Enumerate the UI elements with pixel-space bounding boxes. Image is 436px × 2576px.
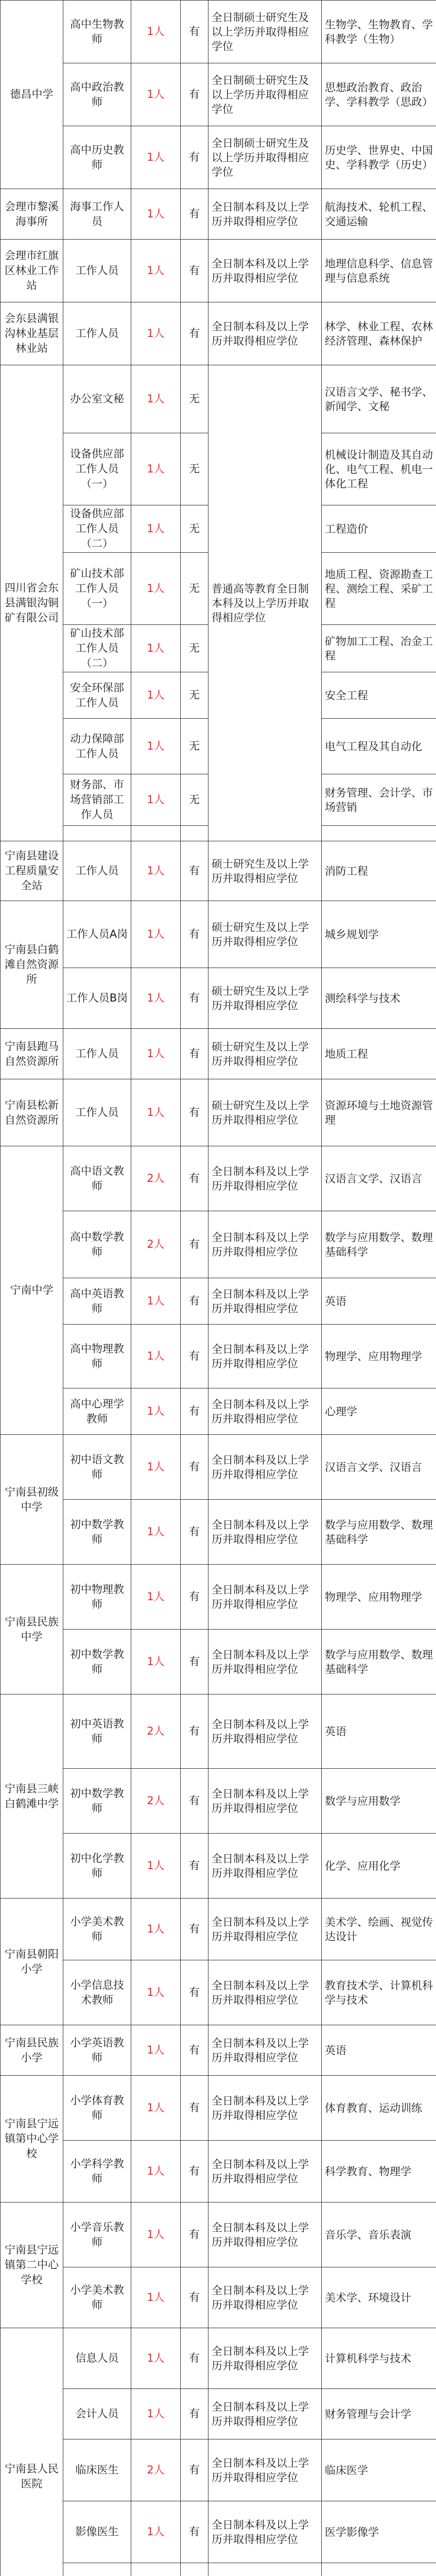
headcount-cell: 2人 [131, 1694, 181, 1769]
written-exam-cell: 无 [181, 505, 208, 553]
recruitment-table-body [1, 1, 436, 2576]
table-row [1, 2141, 436, 2202]
written-exam-cell: 有 [181, 2267, 208, 2328]
written-exam-cell: 有 [181, 1325, 208, 1388]
post-name-cell: 高中语文教师 [63, 1146, 131, 1211]
written-exam-cell: 有 [181, 1565, 208, 1630]
written-exam-cell: 有 [181, 240, 208, 302]
table-row [1, 302, 436, 365]
post-name-cell: 初中化学教师 [63, 1834, 131, 1899]
written-exam-cell: 有 [181, 1029, 208, 1079]
written-exam-cell: 有 [181, 968, 208, 1029]
headcount-cell: 1人 [131, 302, 181, 365]
post-name-cell: 高中历史教师 [63, 126, 131, 189]
written-exam-cell: 无 [181, 365, 208, 433]
headcount-cell: 1人 [131, 553, 181, 625]
education-requirement-cell: 全日制本科及以上学历并取得相应学位 [208, 1211, 322, 1278]
education-requirement-cell: 全日制本科及以上学历并取得相应学位 [208, 1435, 322, 1500]
major-requirement-cell: 美术学、环境设计 [322, 2267, 436, 2328]
headcount-cell: 1人 [131, 126, 181, 189]
major-requirement-cell: 科学教育、物理学 [322, 2141, 436, 2202]
education-requirement-cell: 全日制本科及以上学历并取得相应学位 [208, 2141, 322, 2202]
major-requirement-cell: 历史学、世界史、中国史、学科教学（历史） [322, 126, 436, 189]
unit-name-cell: 宁南县宁远镇第中心学校 [1, 2076, 63, 2202]
major-requirement-cell: 安全工程 [322, 672, 436, 719]
post-name-cell: 设备供应部工作人员（一） [63, 433, 131, 505]
major-requirement-cell: 数学与应用数学、数理基础科学 [322, 1211, 436, 1278]
education-requirement-cell: 硕士研究生及以上学历并取得相应学位 [208, 1079, 322, 1146]
table-row [1, 1769, 436, 1834]
education-requirement-cell: 全日制本科及以上学历并取得相应学位 [208, 1146, 322, 1211]
unit-name-cell: 会理市黎溪海事所 [1, 189, 63, 240]
education-requirement-cell: 全日制硕士研究生及以上学历并取得相应学位 [208, 63, 322, 126]
written-exam-cell: 有 [181, 63, 208, 126]
written-exam-cell: 有 [181, 2389, 208, 2439]
education-requirement-cell: 全日制本科及以上学历并取得相应学位 [208, 2389, 322, 2439]
written-exam-cell: 无 [181, 433, 208, 505]
headcount-cell: 1人 [131, 2328, 181, 2389]
post-name-cell: 工作人员B岗 [63, 968, 131, 1029]
table-row [1, 1834, 436, 1899]
education-requirement-cell: 硕士研究生及以上学历并取得相应学位 [208, 1029, 322, 1079]
major-requirement-cell: 地质工程、资源勘查工程、测绘工程、采矿工程 [322, 553, 436, 625]
table-row [1, 126, 436, 189]
table-row [1, 2076, 436, 2141]
written-exam-cell: 有 [181, 901, 208, 968]
education-requirement-cell: 全日制本科及以上学历并取得相应学位 [208, 1694, 322, 1769]
table-row [1, 1325, 436, 1388]
table-row [1, 1899, 436, 1960]
headcount-cell: 1人 [131, 841, 181, 901]
unit-name-cell: 宁南县建设工程质量安全站 [1, 841, 63, 901]
major-requirement-cell [322, 826, 436, 841]
written-exam-cell: 有 [181, 1211, 208, 1278]
unit-name-cell: 宁南县宁远镇第二中心学校 [1, 2202, 63, 2328]
written-exam-cell: 有 [181, 2439, 208, 2501]
post-name-cell: 影像医生 [63, 2501, 131, 2563]
major-requirement-cell: 美术学、绘画、视觉传达设计 [322, 1899, 436, 1960]
headcount-cell: 2人 [131, 1211, 181, 1278]
headcount-cell: 1人 [131, 365, 181, 433]
post-name-cell: 小学美术教师 [63, 2267, 131, 2328]
table-row [1, 2501, 436, 2563]
headcount-cell: 1人 [131, 1565, 181, 1630]
education-requirement-cell: 全日制本科及以上学历并取得相应学位 [208, 2439, 322, 2501]
table-row [1, 1278, 436, 1325]
written-exam-cell: 有 [181, 1834, 208, 1899]
written-exam-cell: 有 [181, 2328, 208, 2389]
headcount-cell: 2人 [131, 1146, 181, 1211]
written-exam-cell: 有 [181, 1435, 208, 1500]
unit-name-cell: 宁南县白鹤滩自然资源所 [1, 901, 63, 1029]
post-name-cell: 高中英语教师 [63, 1278, 131, 1325]
written-exam-cell: 有 [181, 1500, 208, 1565]
headcount-cell: 1人 [131, 2141, 181, 2202]
education-requirement-cell: 全日制本科及以上学历并取得相应学位 [208, 2202, 322, 2267]
headcount-cell: 1人 [131, 1630, 181, 1694]
post-name-cell: 高中政治教师 [63, 63, 131, 126]
headcount-cell: 1人 [131, 2501, 181, 2563]
post-name-cell: 财务部、市场营销部工作人员 [63, 774, 131, 826]
major-requirement-cell: 教育技术学、计算机科学与技术 [322, 1960, 436, 2025]
table-row [1, 901, 436, 968]
table-row [1, 365, 436, 433]
education-requirement-cell: 硕士研究生及以上学历并取得相应学位 [208, 968, 322, 1029]
major-requirement-cell: 地质工程 [322, 1029, 436, 1079]
major-requirement-cell: 化学、应用化学 [322, 1834, 436, 1899]
written-exam-cell: 无 [181, 625, 208, 672]
written-exam-cell: 有 [181, 126, 208, 189]
education-requirement-cell: 全日制本科及以上学历并取得相应学位 [208, 1960, 322, 2025]
written-exam-cell: 无 [181, 774, 208, 826]
post-name-cell: 工作人员 [63, 1029, 131, 1079]
education-requirement-cell: 全日制硕士研究生及以上学历并取得相应学位 [208, 126, 322, 189]
unit-name-cell: 四川省会东县满银沟铜矿有限公司 [1, 365, 63, 841]
written-exam-cell: 有 [181, 2202, 208, 2267]
headcount-cell: 1人 [131, 968, 181, 1029]
post-name-cell: 工作人员 [63, 302, 131, 365]
unit-name-cell: 宁南县人民医院 [1, 2328, 63, 2576]
education-requirement-cell: 全日制本科及以上学历并取得相应学位 [208, 302, 322, 365]
written-exam-cell: 有 [181, 1146, 208, 1211]
table-row [1, 841, 436, 901]
table-row [1, 240, 436, 302]
education-requirement-cell: 全日制本科及以上学历并取得相应学位 [208, 1565, 322, 1630]
headcount-cell: 1人 [131, 433, 181, 505]
table-row [1, 1435, 436, 1500]
written-exam-cell: 无 [181, 553, 208, 625]
post-name-cell: 工作人员 [63, 240, 131, 302]
headcount-cell: 1人 [131, 672, 181, 719]
headcount-cell: 1人 [131, 625, 181, 672]
headcount-cell: 1人 [131, 774, 181, 826]
post-name-cell: 矿山技术部工作人员（二） [63, 625, 131, 672]
unit-name-cell: 宁南县民族中学 [1, 1565, 63, 1694]
major-requirement-cell: 航海技术、轮机工程、交通运输 [322, 189, 436, 240]
major-requirement-cell: 计算机科学与技术 [322, 2328, 436, 2389]
post-name-cell: 办公室文秘 [63, 365, 131, 433]
table-row [1, 1388, 436, 1435]
education-requirement-cell: 全日制本科及以上学历并取得相应学位 [208, 1834, 322, 1899]
unit-name-cell: 宁南县朝阳小学 [1, 1899, 63, 2025]
major-requirement-cell: 汉语言文学、汉语言 [322, 1435, 436, 1500]
major-requirement-cell: 数学与应用数学、数理基础科学 [322, 1630, 436, 1694]
major-requirement-cell: 工程造价 [322, 505, 436, 553]
post-name-cell: 初中数学教师 [63, 1630, 131, 1694]
written-exam-cell: 有 [181, 1694, 208, 1769]
table-row [1, 1630, 436, 1694]
post-name-cell [63, 2563, 131, 2576]
post-name-cell: 小学音乐教师 [63, 2202, 131, 2267]
table-row [1, 1694, 436, 1769]
post-name-cell: 会计人员 [63, 2389, 131, 2439]
post-name-cell: 高中物理教师 [63, 1325, 131, 1388]
table-row [1, 1079, 436, 1146]
unit-name-cell: 会理市红旗区林业工作站 [1, 240, 63, 302]
post-name-cell: 动力保障部工作人员 [63, 719, 131, 774]
headcount-cell: 1人 [131, 1388, 181, 1435]
education-requirement-cell: 全日制本科及以上学历并取得相应学位 [208, 1899, 322, 1960]
education-requirement-cell: 全日制本科及以上学历并取得相应学位 [208, 1388, 322, 1435]
education-requirement-cell [208, 2563, 322, 2576]
headcount-cell: 1人 [131, 63, 181, 126]
major-requirement-cell: 英语 [322, 1694, 436, 1769]
major-requirement-cell: 数学与应用数学、数理基础科学 [322, 1500, 436, 1565]
post-name-cell: 初中英语教师 [63, 1694, 131, 1769]
post-name-cell: 工作人员A岗 [63, 901, 131, 968]
major-requirement-cell: 英语 [322, 2025, 436, 2076]
post-name-cell [63, 826, 131, 841]
post-name-cell: 高中生物教师 [63, 1, 131, 63]
table-row [1, 1960, 436, 2025]
written-exam-cell: 有 [181, 189, 208, 240]
table-row [1, 189, 436, 240]
headcount-cell [131, 826, 181, 841]
written-exam-cell: 有 [181, 1079, 208, 1146]
headcount-cell: 1人 [131, 1079, 181, 1146]
post-name-cell: 小学美术教师 [63, 1899, 131, 1960]
headcount-cell: 1人 [131, 1960, 181, 2025]
headcount-cell: 1人 [131, 505, 181, 553]
headcount-cell: 1人 [131, 1500, 181, 1565]
table-row [1, 2328, 436, 2389]
unit-name-cell: 会东县满银沟林业基层林业站 [1, 302, 63, 365]
headcount-cell: 1人 [131, 2389, 181, 2439]
table-row [1, 1, 436, 63]
education-requirement-cell: 全日制本科及以上学历并取得相应学位 [208, 1325, 322, 1388]
post-name-cell: 海事工作人员 [63, 189, 131, 240]
education-requirement-cell: 全日制本科及以上学历并取得相应学位 [208, 1500, 322, 1565]
table-row [1, 2439, 436, 2501]
written-exam-cell: 有 [181, 1769, 208, 1834]
headcount-cell: 1人 [131, 2267, 181, 2328]
major-requirement-cell: 心理学 [322, 1388, 436, 1435]
education-requirement-cell: 全日制本科及以上学历并取得相应学位 [208, 240, 322, 302]
headcount-cell: 1人 [131, 189, 181, 240]
major-requirement-cell: 汉语言文学、秘书学、新闻学、文秘 [322, 365, 436, 433]
table-row [1, 2267, 436, 2328]
education-requirement-cell: 全日制本科及以上学历并取得相应学位 [208, 189, 322, 240]
post-name-cell: 小学体育教师 [63, 2076, 131, 2141]
headcount-cell: 1人 [131, 901, 181, 968]
written-exam-cell: 有 [181, 302, 208, 365]
table-row [1, 2389, 436, 2439]
headcount-cell: 1人 [131, 240, 181, 302]
major-requirement-cell: 财务管理、会计学、市场营销 [322, 774, 436, 826]
table-row [1, 63, 436, 126]
headcount-cell: 1人 [131, 2025, 181, 2076]
unit-name-cell: 宁南中学 [1, 1146, 63, 1435]
education-requirement-cell: 全日制硕士研究生及以上学历并取得相应学位 [208, 1, 322, 63]
unit-name-cell: 宁南县松新自然资源所 [1, 1079, 63, 1146]
education-requirement-cell: 全日制本科及以上学历并取得相应学位 [208, 1630, 322, 1694]
education-requirement-cell: 硕士研究生及以上学历并取得相应学位 [208, 841, 322, 901]
table-row [1, 2563, 436, 2576]
headcount-cell: 1人 [131, 1325, 181, 1388]
education-requirement-cell: 全日制本科及以上学历并取得相应学位 [208, 1769, 322, 1834]
post-name-cell: 小学科学教师 [63, 2141, 131, 2202]
post-name-cell: 初中数学教师 [63, 1500, 131, 1565]
headcount-cell: 1人 [131, 1029, 181, 1079]
major-requirement-cell: 体育教育、运动训练 [322, 2076, 436, 2141]
post-name-cell: 小学英语教师 [63, 2025, 131, 2076]
major-requirement-cell: 音乐学、音乐表演 [322, 2202, 436, 2267]
post-name-cell: 高中数学教师 [63, 1211, 131, 1278]
written-exam-cell: 无 [181, 672, 208, 719]
headcount-cell: 1人 [131, 719, 181, 774]
table-row [1, 1146, 436, 1211]
written-exam-cell: 有 [181, 1630, 208, 1694]
written-exam-cell: 有 [181, 2076, 208, 2141]
major-requirement-cell: 电气工程及其自动化 [322, 719, 436, 774]
written-exam-cell: 有 [181, 2025, 208, 2076]
major-requirement-cell: 财务管理与会计学 [322, 2389, 436, 2439]
major-requirement-cell: 临床医学 [322, 2439, 436, 2501]
education-requirement-cell: 全日制本科及以上学历并取得相应学位 [208, 2025, 322, 2076]
post-name-cell: 临床医生 [63, 2439, 131, 2501]
headcount-cell: 1人 [131, 1278, 181, 1325]
post-name-cell: 初中数学教师 [63, 1769, 131, 1834]
major-requirement-cell: 消防工程 [322, 841, 436, 901]
major-requirement-cell: 汉语言文学、汉语言 [322, 1146, 436, 1211]
education-requirement-cell: 普通高等教育全日制本科及以上学历并取得相应学位 [208, 365, 322, 841]
written-exam-cell: 有 [181, 1388, 208, 1435]
major-requirement-cell [322, 2563, 436, 2576]
headcount-cell: 1人 [131, 2202, 181, 2267]
headcount-cell: 1人 [131, 1834, 181, 1899]
post-name-cell: 矿山技术部工作人员（一） [63, 553, 131, 625]
post-name-cell: 初中语文教师 [63, 1435, 131, 1500]
major-requirement-cell: 医学影像学 [322, 2501, 436, 2563]
written-exam-cell: 有 [181, 2501, 208, 2563]
education-requirement-cell: 全日制本科及以上学历并取得相应学位 [208, 2076, 322, 2141]
unit-name-cell: 宁南县初级中学 [1, 1435, 63, 1565]
major-requirement-cell: 思想政治教育、政治学、学科教学（思政） [322, 63, 436, 126]
major-requirement-cell: 数学与应用数学 [322, 1769, 436, 1834]
post-name-cell: 初中物理教师 [63, 1565, 131, 1630]
post-name-cell: 安全环保部工作人员 [63, 672, 131, 719]
major-requirement-cell: 林学、林业工程、农林经济管理、森林保护 [322, 302, 436, 365]
table-row [1, 1565, 436, 1630]
major-requirement-cell: 机械设计制造及其自动化、电气工程、机电一体化工程 [322, 433, 436, 505]
major-requirement-cell: 物理学、应用物理学 [322, 1325, 436, 1388]
headcount-cell [131, 2563, 181, 2576]
written-exam-cell: 无 [181, 719, 208, 774]
major-requirement-cell: 英语 [322, 1278, 436, 1325]
major-requirement-cell: 矿物加工工程、冶金工程 [322, 625, 436, 672]
written-exam-cell: 有 [181, 1899, 208, 1960]
education-requirement-cell: 全日制本科及以上学历并取得相应学位 [208, 2267, 322, 2328]
written-exam-cell: 有 [181, 1960, 208, 2025]
education-requirement-cell: 硕士研究生及以上学历并取得相应学位 [208, 901, 322, 968]
education-requirement-cell: 全日制本科及以上学历并取得相应学位 [208, 2328, 322, 2389]
post-name-cell: 工作人员 [63, 1079, 131, 1146]
major-requirement-cell: 测绘科学与技术 [322, 968, 436, 1029]
post-name-cell: 小学信息技术教师 [63, 1960, 131, 2025]
written-exam-cell: 有 [181, 1, 208, 63]
major-requirement-cell: 地理信息科学、信息管理与信息系统 [322, 240, 436, 302]
major-requirement-cell: 资源环境与土地资源管理 [322, 1079, 436, 1146]
post-name-cell: 工作人员 [63, 841, 131, 901]
written-exam-cell: 有 [181, 841, 208, 901]
education-requirement-cell: 全日制本科及以上学历并取得相应学位 [208, 1278, 322, 1325]
table-row [1, 2202, 436, 2267]
table-row [1, 1029, 436, 1079]
education-requirement-cell: 全日制本科及以上学历并取得相应学位 [208, 2501, 322, 2563]
post-name-cell: 设备供应部工作人员（二） [63, 505, 131, 553]
major-requirement-cell: 生物学、生物教育、学科教学（生物） [322, 1, 436, 63]
unit-name-cell: 宁南县三峡白鹤滩中学 [1, 1694, 63, 1899]
post-name-cell: 信息人员 [63, 2328, 131, 2389]
headcount-cell: 1人 [131, 1899, 181, 1960]
table-row [1, 1500, 436, 1565]
unit-name-cell: 宁南县民族小学 [1, 2025, 63, 2076]
headcount-cell: 2人 [131, 1769, 181, 1834]
headcount-cell: 2人 [131, 2439, 181, 2501]
unit-name-cell: 宁南县跑马自然资源所 [1, 1029, 63, 1079]
headcount-cell: 1人 [131, 1, 181, 63]
headcount-cell: 1人 [131, 1435, 181, 1500]
headcount-cell: 1人 [131, 2076, 181, 2141]
table-row [1, 1211, 436, 1278]
post-name-cell: 高中心理学教师 [63, 1388, 131, 1435]
major-requirement-cell: 城乡规划学 [322, 901, 436, 968]
table-row [1, 968, 436, 1029]
written-exam-cell: 有 [181, 1278, 208, 1325]
major-requirement-cell: 物理学、应用物理学 [322, 1565, 436, 1630]
written-exam-cell [181, 2563, 208, 2576]
unit-name-cell: 德昌中学 [1, 1, 63, 189]
written-exam-cell [181, 826, 208, 841]
table-row [1, 2025, 436, 2076]
written-exam-cell: 有 [181, 2141, 208, 2202]
